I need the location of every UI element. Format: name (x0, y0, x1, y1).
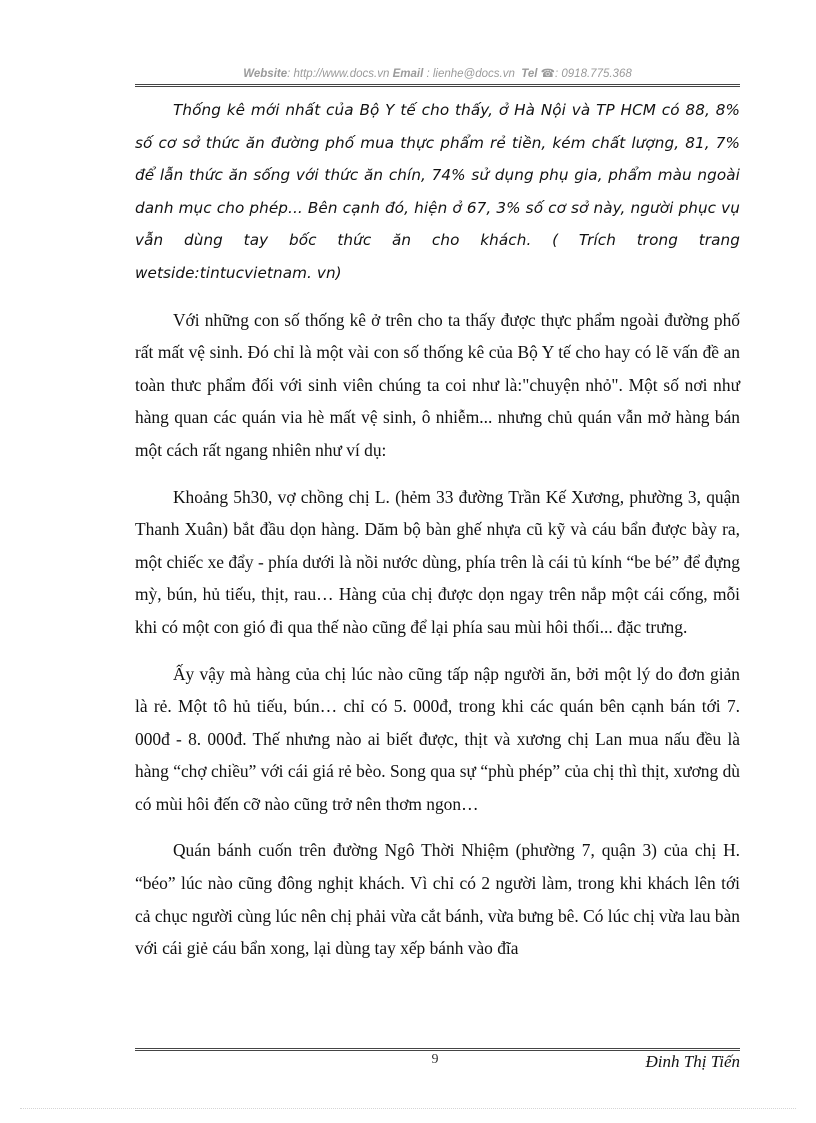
author-name: Đinh Thị Tiến (645, 1052, 740, 1071)
page-header (135, 66, 740, 80)
paragraph-statistics: Thống kê mới nhất của Bộ Y tế cho thấy, ở Hà Nội và TP HCM có 88, 8% số cơ sở thức ăn đường phố mua thực phẩm rẻ tiền, kém chất lượng, 81, 7% để lẫn thức ăn sống với thức ăn chín, 74% sử dụng phụ gia, phẩm màu ngoài danh mục cho phép... Bên cạnh đó, hiện ở 67, 3% số cơ sở này, người phục vụ vẫn dùng tay bốc thức ăn cho khách. ( Trích trong trang wetside:tintucvietnam. vn) (135, 101, 740, 282)
paragraph-example-3: Quán bánh cuốn trên đường Ngô Thời Nhiệm (phường 7, quận 3) của chị H. “béo” lúc nào cũng đông nghịt khách. Vì chỉ có 2 người làm, trong khi khách lên tới cả chục người cùng lúc nên chị phải vừa cắt bánh, vừa bưng bê. Có lúc chị vừa lau bàn với cái giẻ cáu bẩn xong, lại dùng tay xếp bánh vào đĩa (135, 840, 740, 959)
tel-label: Tel (521, 68, 538, 80)
phone-icon: ☎ (540, 68, 555, 80)
website-label: Website (243, 68, 288, 80)
header-rule (135, 84, 740, 87)
paragraph-example-1: Khoảng 5h30, vợ chồng chị L. (hẻm 33 đường Trần Kế Xương, phường 3, quận Thanh Xuân) bắt đầu dọn hàng. Dăm bộ bàn ghế nhựa cũ kỹ và cáu bẩn được bày ra, một chiếc xe đẩy - phía dưới là nồi nước dùng, phía trên là cái tủ kính “be bé” để đựng mỳ, bún, hủ tiếu, thịt, rau… Hàng của chị được dọn ngay trên nắp một cái cống, mỗi khi có một con gió đi qua thế nào cũng để lại phía sau mùi hôi thối... đặc trưng. (135, 486, 740, 637)
email-label: Email (392, 68, 424, 80)
document-body (135, 94, 740, 965)
paragraph-intro: Với những con số thống kê ở trên cho ta thấy được thực phẩm ngoài đường phố rất mất vệ sinh. Đó chỉ là một vài con số thống kê của Bộ Y tế cho hay có lẽ vấn đề an toàn thưc phẩm đối với sinh viên chúng ta coi như là:"chuyện nhỏ". Một số nơi như hàng quan các quán via hè mất vệ sinh, ô nhiễm... nhưng chủ quán vẫn mở hàng bán một cách rất ngang nhiên như ví dụ: (135, 309, 740, 460)
tel-value: : 0918.775.368 (555, 68, 632, 80)
page-number: 9 (431, 1052, 439, 1067)
page-bottom-divider (20, 1108, 796, 1109)
footer-rule (135, 1048, 740, 1051)
email-value: : lienhe@docs.vn (423, 68, 515, 80)
website-value: : http://www.docs.vn (287, 68, 390, 80)
paragraph-example-2: Ấy vậy mà hàng của chị lúc nào cũng tấp nập người ăn, bởi một lý do đơn giản là rẻ. Một tô hủ tiếu, bún… chỉ có 5. 000đ, trong khi các quán bên cạnh bán tới 7. 000đ - 8. 000đ. Thế nhưng nào ai biết được, thịt và xương chị Lan mua nấu đều là hàng “chợ chiều” với cái giá rẻ bèo. Song qua sự “phù phép” của chị thì thịt, xương dù có mùi hôi đến cỡ nào cũng trở nên thơm ngon… (135, 663, 740, 814)
